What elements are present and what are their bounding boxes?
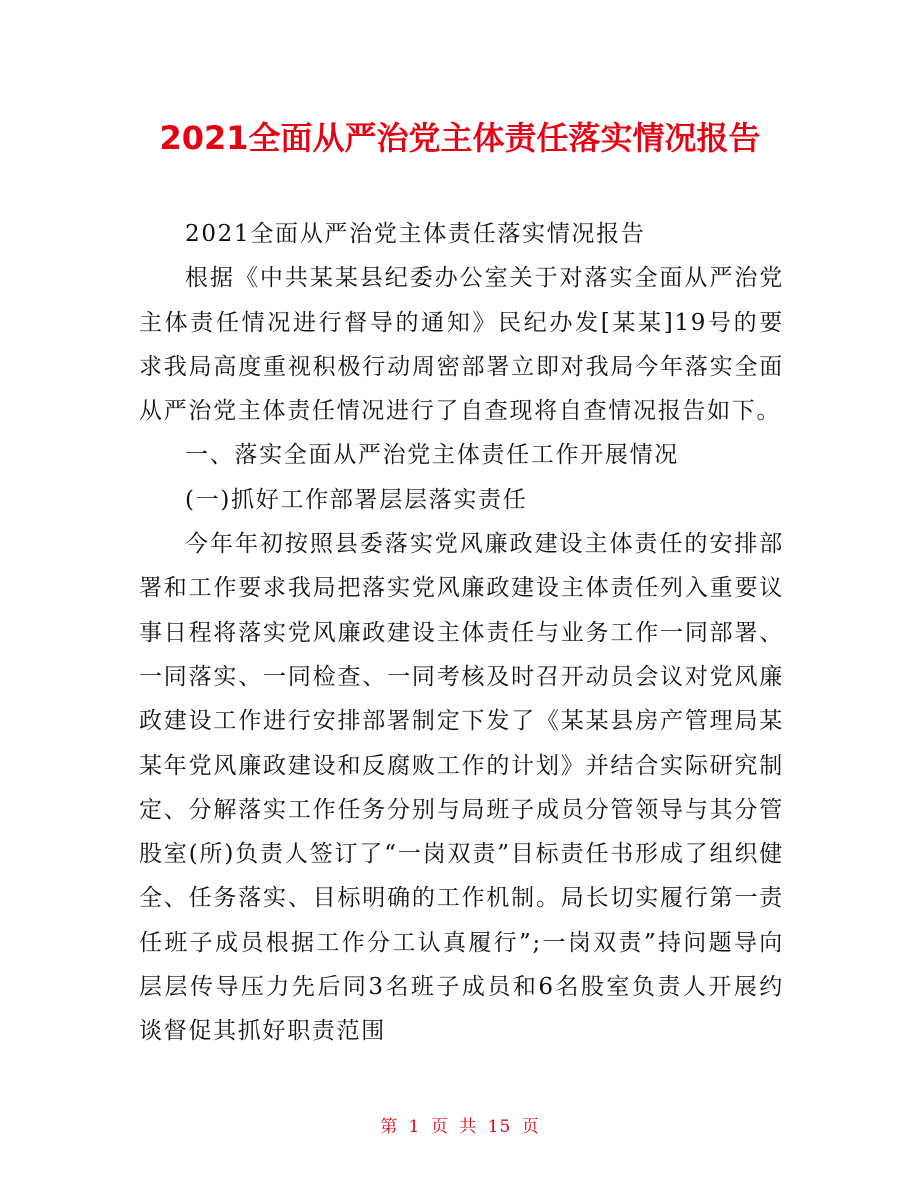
document-body bbox=[139, 212, 784, 1054]
document-title: 2021全面从严治党主体责任落实情况报告 bbox=[159, 119, 761, 157]
paragraph-body: 今年年初按照县委落实党风廉政建设主体责任的安排部署和工作要求我局把落实党风廉政建设主体责任列入重要议事日程将落实党风廉政建设主体责任与业务工作一同部署、一同落实、一同检查、一同考核及时召开动员会议对党风廉政建设工作进行安排部署制定下发了《某某县房产管理局某某年党风廉政建设和反腐败工作的计划》并结合实际研究制定、分解落实工作任务分别与局班子成员分管领导与其分管股室(所)负责人签订了“一岗双责”目标责任书形成了组织健全、任务落实、目标明确的工作机制。局长切实履行第一责任班子成员根据工作分工认真履行”;一岗双责”持问题导向层层传导压力先后同3名班子成员和6名股室负责人开展约谈督促其抓好职责范围 bbox=[139, 531, 784, 1045]
paragraph-intro: 根据《中共某某县纪委办公室关于对落实全面从严治党主体责任情况进行督导的通知》民纪办发[某某]19号的要求我局高度重视积极行动周密部署立即对我局今年落实全面从严治党主体责任情况进行了自查现将自查情况报告如下。 bbox=[139, 265, 784, 425]
paragraph-heading-repeat: 2021全面从严治党主体责任落实情况报告 bbox=[185, 221, 646, 247]
subsection-heading-1: (一)抓好工作部署层层落实责任 bbox=[185, 486, 528, 513]
section-heading-1: 一、落实全面从严治党主体责任工作开展情况 bbox=[185, 442, 679, 469]
page-number-footer: 第 1 页 共 15 页 bbox=[380, 1117, 540, 1137]
